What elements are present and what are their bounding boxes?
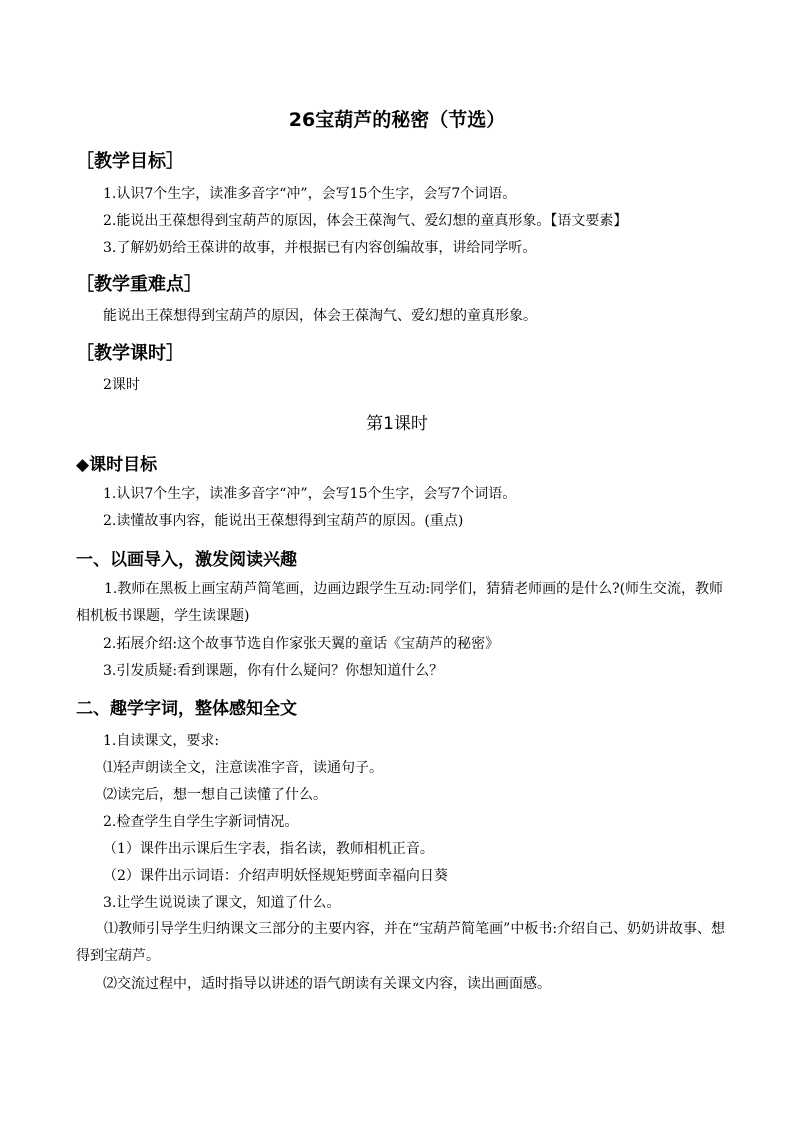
key-points-heading: ［教学重难点］ (76, 274, 202, 295)
objectives-heading: ［教学目标］ (76, 151, 184, 172)
periods-text: 2课时 (103, 377, 140, 393)
lesson-goal-1: 1.认识7个生字，读准多音字“冲”，会写15个生字，会写7个词语。 (103, 486, 517, 502)
periods-heading: ［教学课时］ (76, 343, 184, 364)
part2-line-3: ⑵读完后，想一想自己读懂了什么。 (103, 787, 327, 803)
part2-line-9: ⑵交流过程中，适时指导以讲述的语气朗读有关课文内容，读出画面感。 (103, 976, 551, 992)
lesson-goal-2: 2.读懂故事内容，能说出王葆想得到宝葫芦的原因。(重点) (103, 513, 464, 529)
objective-item-1: 1.认识7个生字，读准多音字“冲”，会写15个生字，会写7个词语。 (103, 186, 517, 202)
objective-item-2: 2.能说出王葆想得到宝葫芦的原因，体会王葆淘气、爱幻想的童真形象。【语文要素】 (103, 213, 628, 229)
part2-line-5: （1）课件出示课后生字表，指名读，教师相机正音。 (103, 841, 434, 857)
part2-line-4: 2.检查学生自学生字新词情况。 (103, 814, 299, 830)
objective-item-3: 3.了解奶奶给王葆讲的故事，并根据已有内容创编故事，讲给同学听。 (103, 240, 537, 256)
part2-line-1: 1.自读课文，要求: (103, 733, 220, 749)
lesson-goals-heading: ◆课时目标 (76, 455, 158, 475)
part1-paragraph-2: 2.拓展介绍:这个故事节选自作家张天翼的童话《宝葫芦的秘密》 (103, 636, 500, 652)
key-points-text: 能说出王葆想得到宝葫芦的原因，体会王葆淘气、爱幻想的童真形象。 (103, 308, 537, 324)
lesson-title: 第1课时 (366, 414, 428, 434)
part2-line-2: ⑴轻声朗读全文，注意读准字音，读通句子。 (103, 760, 383, 776)
part2-line-7: 3.让学生说说读了课文，知道了什么。 (103, 895, 341, 911)
part2-paragraph-8: ⑴教师引导学生归纳课文三部分的主要内容，并在“宝葫芦简笔画”中板书:介绍自己、奶奶讲故事、想得到宝葫芦。 (76, 921, 726, 964)
page-title: 26宝葫芦的秘密（节选） (288, 109, 506, 131)
part1-heading: 一、以画导入，激发阅读兴趣 (76, 550, 297, 570)
part1-paragraph-1: 1.教师在黑板上画宝葫芦简笔画，边画边跟学生互动:同学们，猜猜老师画的是什么?(师生交流，教师相机板书课题，学生读课题) (76, 581, 724, 624)
part1-paragraph-3: 3.引发质疑:看到课题，你有什么疑问？你想知道什么？ (103, 663, 444, 679)
part2-line-6: （2）课件出示词语：介绍声明妖怪规矩劈面幸福向日葵 (103, 868, 448, 884)
part2-heading: 二、趣学字词，整体感知全文 (76, 699, 297, 719)
